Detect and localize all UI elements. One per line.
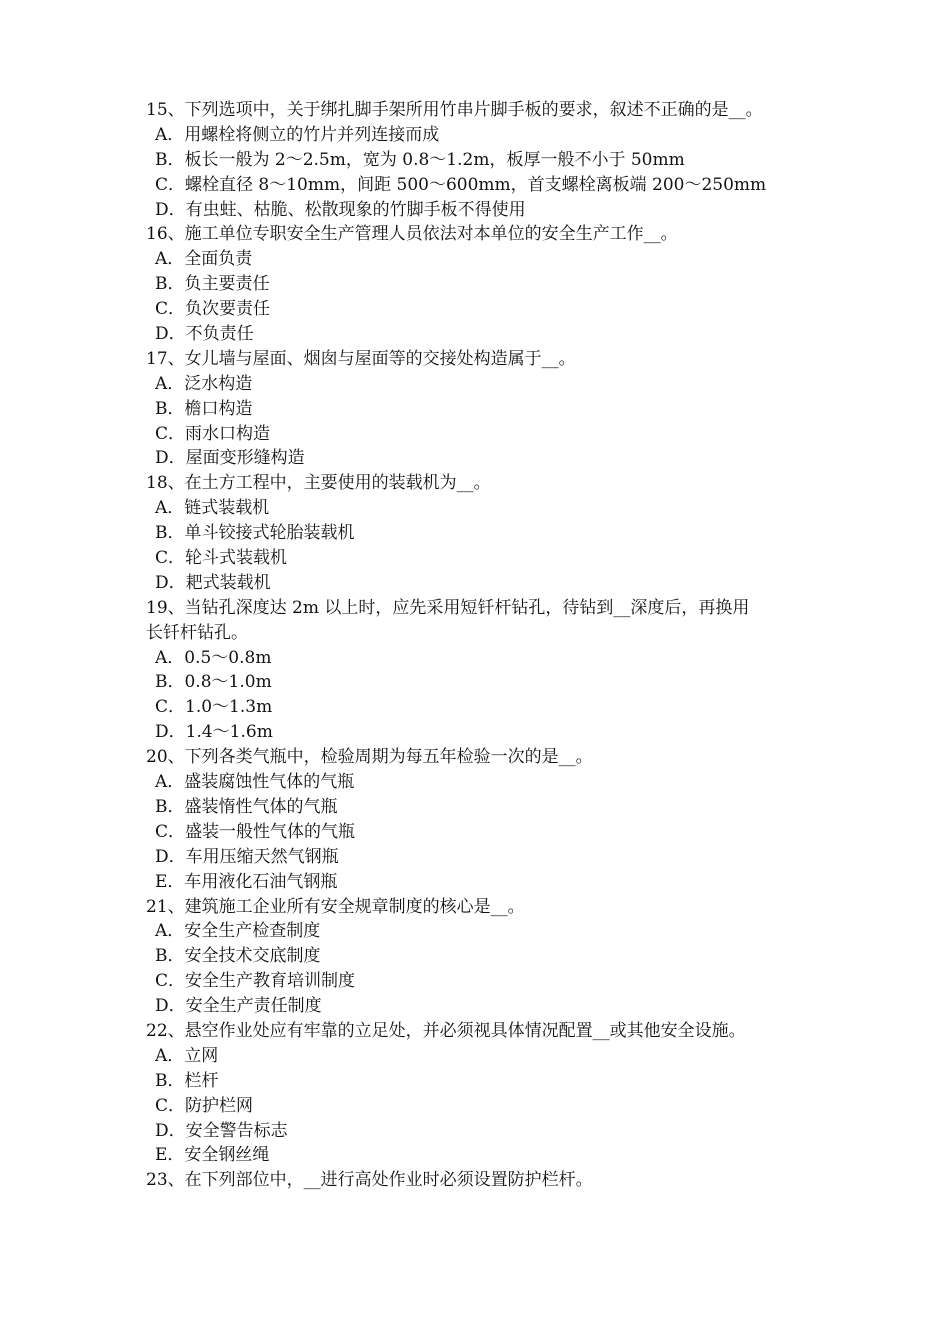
q22-option-d: D．安全警告标志: [155, 1120, 288, 1141]
q17-option-d: D．屋面变形缝构造: [155, 448, 305, 469]
q17-option-c: C．雨水口构造: [155, 423, 271, 444]
q20-option-a: A．盛装腐蚀性气体的气瓶: [155, 772, 355, 793]
q16-option-d: D．不负责任: [155, 324, 254, 345]
q19-option-b: B．0.8～1.0m: [155, 672, 272, 693]
q22-option-e: E．安全钢丝绳: [155, 1145, 270, 1166]
q22-option-c: C．防护栏网: [155, 1095, 254, 1116]
q20-option-e: E．车用液化石油气钢瓶: [155, 871, 338, 892]
question-19-text: 19、当钻孔深度达 2m 以上时，应先采用短钎杆钻孔，待钻到__深度后，再换用: [146, 597, 750, 618]
q20-option-c: C．盛装一般性气体的气瓶: [155, 821, 356, 842]
question-16-text: 16、施工单位专职安全生产管理人员依法对本单位的安全生产工作__。: [146, 224, 678, 245]
q18-option-d: D．耙式装载机: [155, 572, 271, 593]
question-23-text: 23、在下列部位中，__进行高处作业时必须设置防护栏杆。: [146, 1170, 593, 1191]
q19-option-a: A．0.5～0.8m: [155, 647, 272, 668]
q18-option-a: A．链式装载机: [155, 498, 270, 519]
q20-option-d: D．车用压缩天然气钢瓶: [155, 846, 339, 867]
q15-option-b: B．板长一般为 2～2.5m，宽为 0.8～1.2m，板厚一般不小于 50mm: [155, 149, 685, 170]
q17-option-b: B．檐口构造: [155, 398, 253, 419]
question-18-text: 18、在土方工程中，主要使用的装载机为__。: [146, 473, 491, 494]
q18-option-b: B．单斗铰接式轮胎装载机: [155, 523, 355, 544]
q21-option-c: C．安全生产教育培训制度: [155, 971, 356, 992]
q16-option-c: C．负次要责任: [155, 299, 271, 320]
question-20-text: 20、下列各类气瓶中，检验周期为每五年检验一次的是__。: [146, 747, 593, 768]
q17-option-a: A．泛水构造: [155, 373, 253, 394]
q21-option-d: D．安全生产责任制度: [155, 996, 322, 1017]
q15-option-d: D．有虫蛀、枯脆、松散现象的竹脚手板不得使用: [155, 199, 526, 220]
q15-option-c: C．螺栓直径 8～10mm，间距 500～600mm，首支螺栓离板端 200～250mm: [155, 174, 767, 195]
q21-option-a: A．安全生产检查制度: [155, 921, 321, 942]
q21-option-b: B．安全技术交底制度: [155, 946, 321, 967]
q19-option-d: D．1.4～1.6m: [155, 722, 273, 743]
q16-option-a: A．全面负责: [155, 249, 253, 270]
question-15-text: 15、下列选项中，关于绑扎脚手架所用竹串片脚手板的要求，叙述不正确的是__。: [146, 100, 763, 120]
question-21-text: 21、建筑施工企业所有安全规章制度的核心是__。: [146, 896, 525, 917]
q15-option-a: A．用螺栓将侧立的竹片并列连接而成: [155, 124, 440, 145]
q22-option-a: A．立网: [155, 1045, 219, 1066]
question-22-text: 22、悬空作业处应有牢靠的立足处，并必须视具体情况配置__或其他安全设施。: [146, 1020, 746, 1041]
q19-option-c: C．1.0～1.3m: [155, 697, 273, 718]
document-page: [146, 98, 816, 1193]
question-19-text-continued: 长钎杆钻孔。: [146, 622, 248, 643]
q16-option-b: B．负主要责任: [155, 274, 270, 295]
q20-option-b: B．盛装惰性气体的气瓶: [155, 796, 338, 817]
q22-option-b: B．栏杆: [155, 1070, 219, 1091]
q18-option-c: C．轮斗式装载机: [155, 548, 288, 569]
question-17-text: 17、女儿墙与屋面、烟囱与屋面等的交接处构造属于__。: [146, 348, 576, 369]
